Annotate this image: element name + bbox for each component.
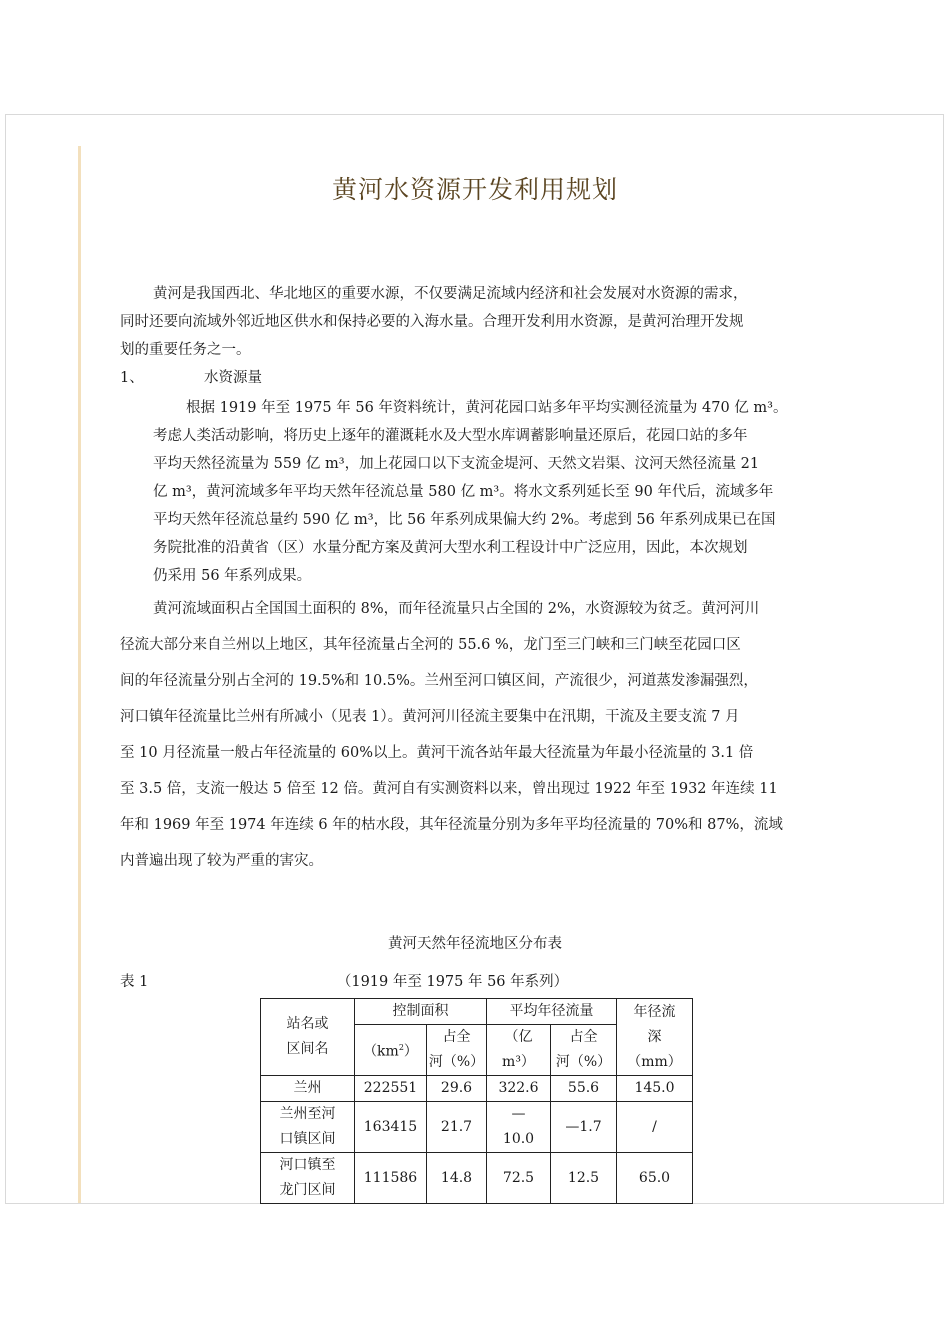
cell-name: [261, 1076, 355, 1102]
text-line: 根据 1919 年至 1975 年 56 年资料统计，黄河花园口站多年平均实测径流量为 470 亿 m³。: [186, 400, 788, 416]
margin-accent-bar: [78, 146, 81, 1203]
cell-runoff-top: 322.6: [498, 1080, 539, 1096]
document-title: 黄河水资源开发利用规划: [331, 175, 618, 204]
text-line: 径流大部分来自兰州以上地区，其年径流量占全河的 55.6 %，龙门至三门峡和三门峡至花园口区: [120, 637, 741, 653]
header-depth: [617, 999, 693, 1076]
text-line: 平均天然径流量为 559 亿 m³，加上花园口以下支流金堤河、天然文岩渠、汶河天然径流量 21: [153, 456, 760, 472]
table-subtitle: （1919 年至 1975 年 56 年系列）: [336, 974, 569, 990]
cell-runoff-top: —: [511, 1106, 526, 1122]
text-line: 划的重要任务之一。: [120, 342, 251, 358]
table-row: [261, 1153, 693, 1204]
cell-runoff-pct: 55.6: [551, 1076, 617, 1102]
cell-runoff: [487, 1153, 551, 1204]
cell-area-pct: 14.8: [427, 1153, 487, 1204]
header-area-pct-top: 占全: [442, 1029, 471, 1045]
header-depth-mid: 深: [647, 1028, 662, 1045]
area-unit-sup: 2: [398, 1043, 404, 1053]
text-line: 内普遍出现了较为严重的害灾。: [120, 853, 323, 869]
cell-depth: 65.0: [617, 1153, 693, 1204]
header-depth-top: 年径流: [633, 1003, 676, 1020]
header-station-top: 站名或: [286, 1016, 329, 1032]
cell-runoff-pct: —1.7: [551, 1102, 617, 1153]
section-heading: 水资源量: [204, 370, 262, 386]
cell-name-top: 兰州: [293, 1080, 322, 1096]
text-line: 同时还要向流域外邻近地区供水和保持必要的入海水量。合理开发利用水资源，是黄河治理开发规: [120, 314, 744, 330]
header-station: [261, 999, 355, 1076]
header-area-pct: [427, 1025, 487, 1076]
text-line: 年和 1969 年至 1974 年连续 6 年的枯水段，其年径流量分别为多年平均径流量的 70%和 87%，流域: [120, 817, 783, 833]
header-area: 控制面积: [355, 999, 487, 1025]
text-line: 至 10 月径流量一般占年径流量的 60%以上。黄河干流各站年最大径流量为年最小径流量的 3.1 倍: [120, 745, 754, 761]
cell-runoff-pct: 12.5: [551, 1153, 617, 1204]
header-area-pct-bottom: 河（%）: [428, 1054, 485, 1070]
area-unit-pre: （km: [363, 1043, 399, 1060]
header-depth-unit: （mm）: [627, 1053, 682, 1070]
header-station-bottom: 区间名: [286, 1041, 329, 1057]
header-runoff-unit: [487, 1025, 551, 1076]
cell-area-pct: 29.6: [427, 1076, 487, 1102]
table-label: 表 1: [120, 974, 149, 990]
text-line: 平均天然年径流总量约 590 亿 m³，比 56 年系列成果偏大约 2%。考虑到 56 年系列成果已在国: [153, 512, 776, 528]
header-runoff-pct: [551, 1025, 617, 1076]
header-area-unit: [355, 1025, 427, 1076]
runoff-distribution-table: [260, 998, 693, 1204]
text-line: 考虑人类活动影响，将历史上逐年的灌溉耗水及大型水库调蓄影响量还原后，花园口站的多年: [153, 428, 748, 444]
cell-runoff-bottom: 10.0: [502, 1131, 535, 1147]
header-runoff-pct-top: 占全: [569, 1029, 598, 1045]
table-row: [261, 1102, 693, 1153]
section-number: 1、: [120, 370, 144, 386]
header-runoff: 平均年径流量: [487, 999, 617, 1025]
cell-depth: /: [617, 1102, 693, 1153]
header-runoff-unit-bottom: m³）: [502, 1054, 535, 1070]
text-line: 仍采用 56 年系列成果。: [153, 568, 312, 584]
cell-name-top: 兰州至河: [279, 1106, 336, 1122]
cell-runoff-top: 72.5: [502, 1169, 535, 1186]
cell-runoff: [487, 1102, 551, 1153]
cell-runoff: [487, 1076, 551, 1102]
text-line: 黄河是我国西北、华北地区的重要水源，不仅要满足流域内经济和社会发展对水资源的需求，: [153, 286, 748, 302]
table-title: 黄河天然年径流地区分布表: [388, 936, 562, 952]
cell-depth: 145.0: [617, 1076, 693, 1102]
table-row: [261, 1076, 693, 1102]
cell-name-top: 河口镇至: [279, 1157, 336, 1173]
text-line: 黄河流域面积占全国国土面积的 8%，而年径流量只占全国的 2%，水资源较为贫乏。黄河河川: [153, 601, 760, 617]
text-line: 河口镇年径流量比兰州有所减小（见表 1）。黄河河川径流主要集中在汛期，干流及主要支流 7 月: [120, 709, 740, 725]
text-line: 亿 m³，黄河流域多年平均天然年径流总量 580 亿 m³。将水文系列延长至 90 年代后，流域多年: [153, 484, 774, 500]
cell-area-pct: 21.7: [427, 1102, 487, 1153]
text-line: 至 3.5 倍，支流一般达 5 倍至 12 倍。黄河自有实测资料以来，曾出现过 1922 年至 1932 年连续 11: [120, 781, 778, 797]
cell-name: [261, 1102, 355, 1153]
header-runoff-unit-top: （亿: [504, 1029, 533, 1045]
header-runoff-pct-bottom: 河（%）: [555, 1054, 612, 1070]
cell-area: 222551: [355, 1076, 427, 1102]
text-line: 间的年径流量分别占全河的 19.5%和 10.5%。兰州至河口镇区间，产流很少，河道蒸发渗漏强烈，: [120, 673, 758, 689]
text-line: 务院批准的沿黄省（区）水量分配方案及黄河大型水利工程设计中广泛应用，因此，本次规划: [153, 540, 748, 556]
cell-area: 111586: [355, 1153, 427, 1204]
cell-name-bottom: 龙门区间: [279, 1182, 336, 1198]
cell-name: [261, 1153, 355, 1204]
cell-name-bottom: 口镇区间: [279, 1131, 336, 1147]
area-unit-post: ）: [403, 1043, 418, 1060]
cell-area: 163415: [355, 1102, 427, 1153]
